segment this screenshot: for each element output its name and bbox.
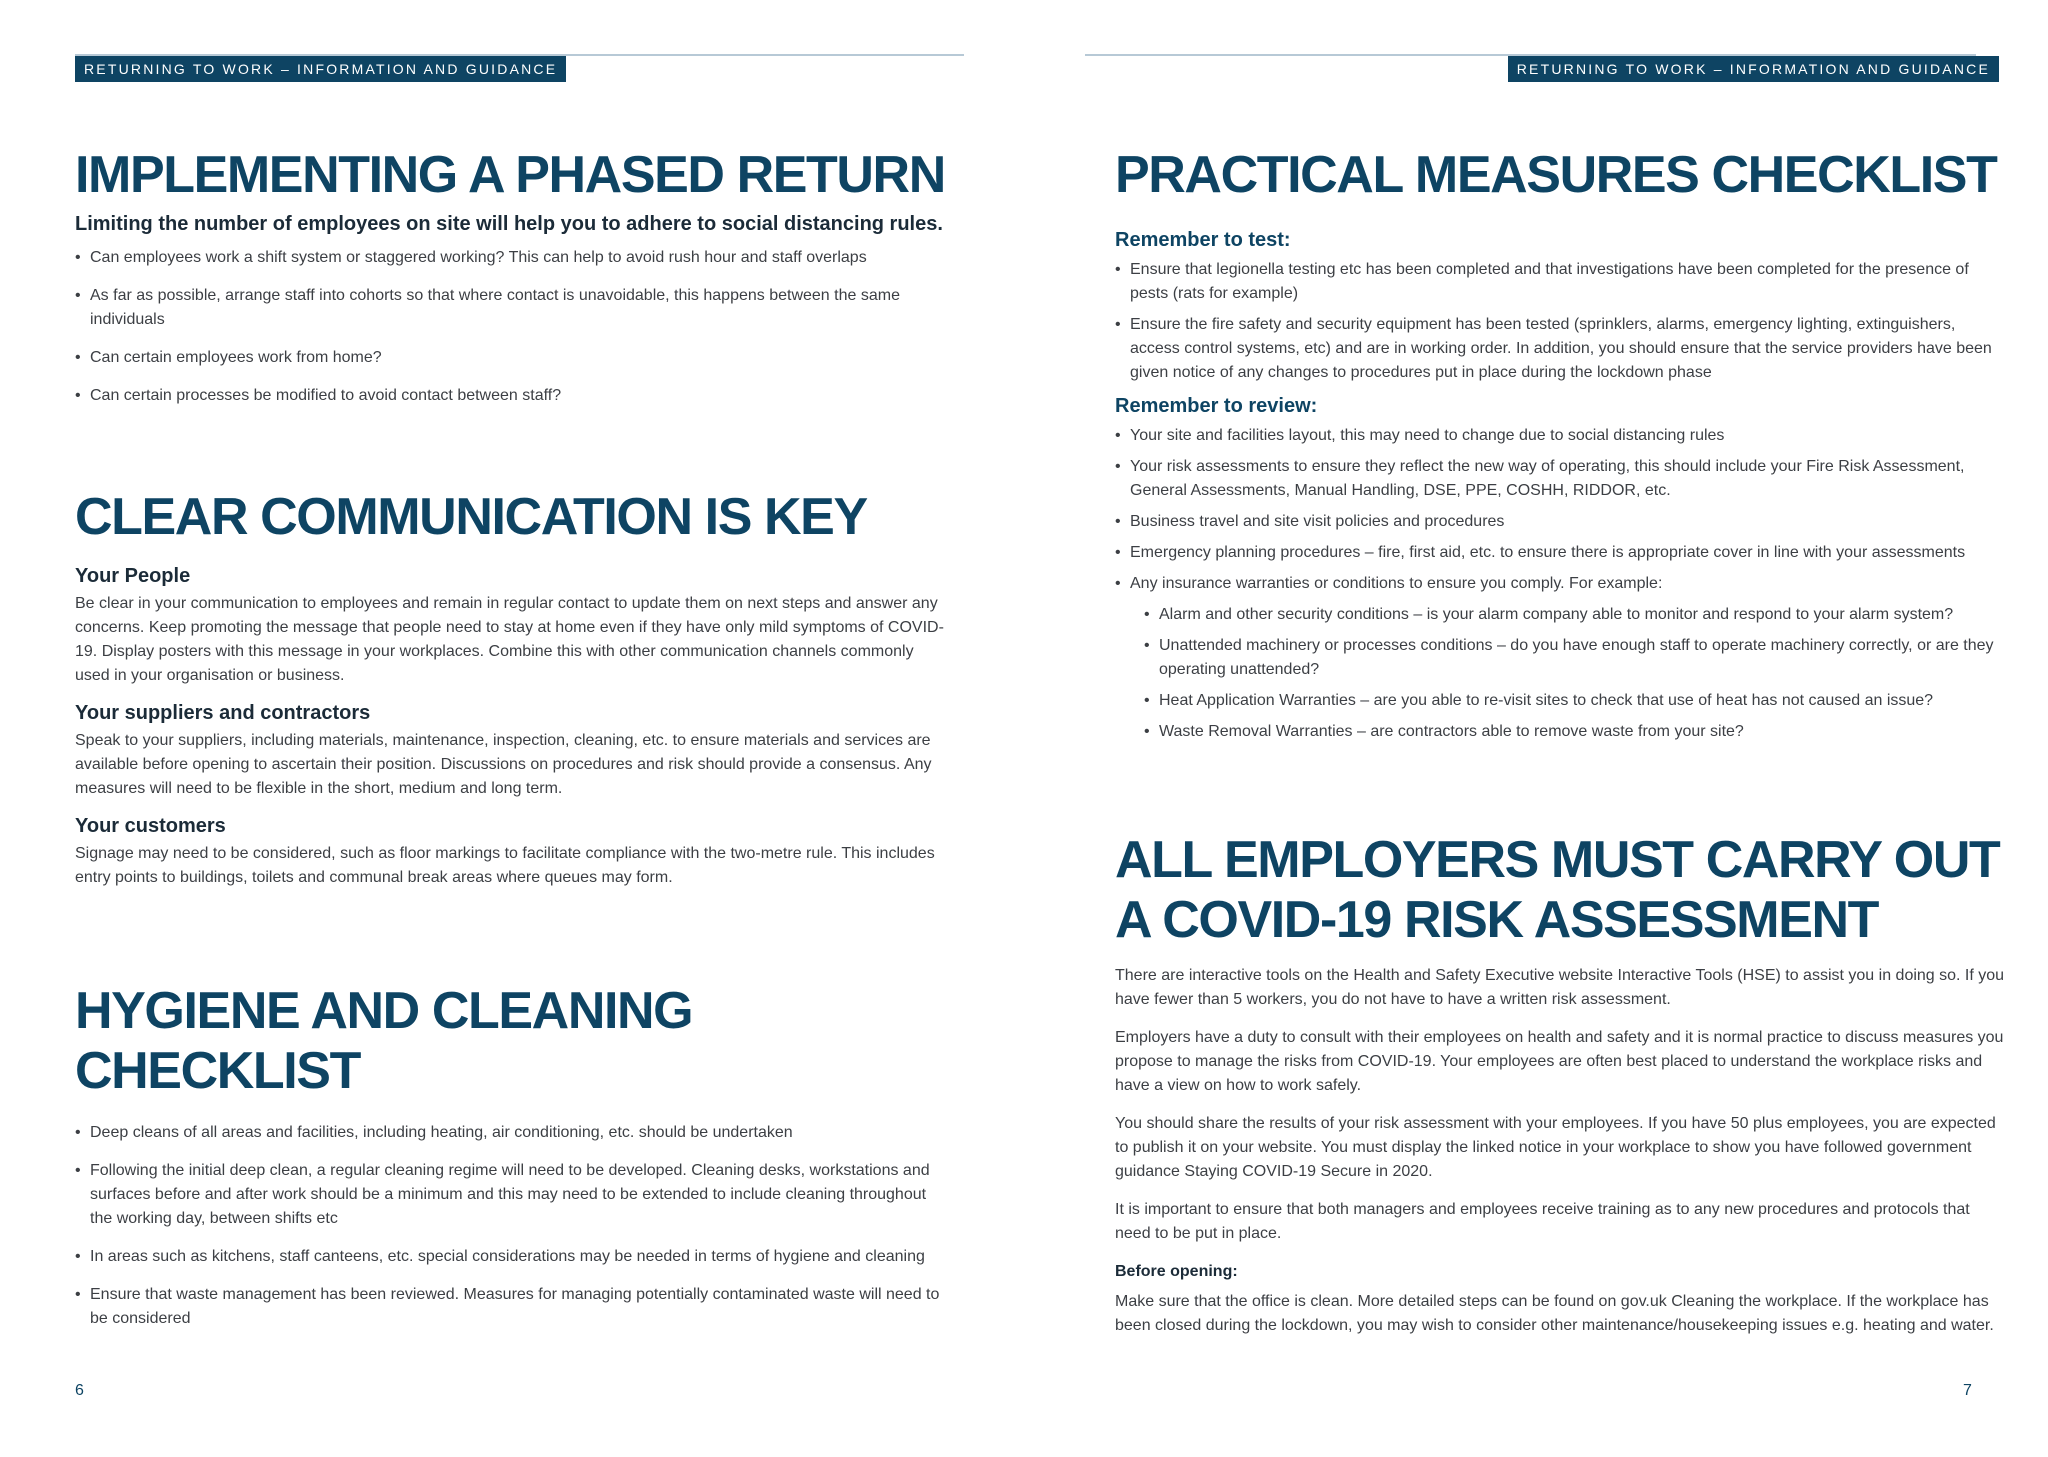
page-number: 7 — [1963, 1382, 1972, 1399]
sub-list-item: • Unattended machinery or processes conditions – do you have enough staff to operate machinery correctly, or are they operating unattended? — [1144, 634, 2008, 682]
list-item: • Business travel and site visit policies and procedures — [1115, 510, 2008, 534]
list-item: • As far as possible, arrange staff into cohorts so that where contact is unavoidable, this happens between the same individuals — [75, 284, 945, 332]
sub-bullet-list — [1130, 603, 2008, 744]
list-item: • Can certain employees work from home? — [75, 346, 945, 370]
list-item: • Can employees work a shift system or staggered working? This can help to avoid rush hour and staff overlaps — [75, 246, 945, 270]
list-item-text: Any insurance warranties or conditions to ensure you comply. For example: — [1130, 575, 1663, 592]
risk-assessment-section — [1115, 830, 2008, 1338]
paragraph: Speak to your suppliers, including materials, maintenance, inspection, cleaning, etc. to ensure materials and services are available before opening to ascertain their position. Discussions on procedures and risk should provide a consensus. Any measures will need to be flexible in the short, medium and long term. — [75, 732, 932, 797]
paragraph: It is important to ensure that both managers and employees receive training as to any new procedures and protocols that need to be put in place. — [1115, 1201, 1970, 1242]
section-lead: Limiting the number of employees on site will help you to adhere to social distancing rules. — [75, 213, 943, 235]
bullet-list — [75, 1121, 945, 1331]
bullet-list — [1115, 424, 2008, 744]
paragraph: Be clear in your communication to employees and remain in regular contact to update them on next steps and answer any concerns. Keep promoting the message that people need to stay at home even if they have only mild symptoms of COVID-19. Display posters with this message in your workplaces. Combine this with other communication channels commonly used in your organisation or business. — [75, 595, 944, 684]
communication-section — [75, 487, 945, 890]
practical-measures-section — [1115, 145, 2008, 751]
sub-list-item: • Waste Removal Warranties – are contractors able to remove waste from your site? — [1144, 720, 2008, 744]
section-title-line-1: ALL EMPLOYERS MUST CARRY OUT — [1115, 831, 2000, 889]
list-item: • Can certain processes be modified to avoid contact between staff? — [75, 384, 945, 408]
subheading: Remember to review: — [1115, 395, 1318, 417]
sub-list-item: • Alarm and other security conditions – is your alarm company able to monitor and respond to your alarm system? — [1144, 603, 2008, 627]
list-item — [1115, 572, 2008, 744]
section-title: PRACTICAL MEASURES CHECKLIST — [1115, 146, 1997, 204]
list-item: • Ensure that waste management has been reviewed. Measures for managing potentially contaminated waste will need to be considered — [75, 1283, 945, 1331]
section-title-line-2: A COVID-19 RISK ASSESSMENT — [1115, 891, 1878, 949]
right-page — [1024, 0, 2048, 1457]
header-tag: RETURNING TO WORK – INFORMATION AND GUIDANCE — [1508, 56, 1999, 82]
list-item: • Ensure that legionella testing etc has been completed and that investigations have been completed for the presence of pests (rats for example) — [1115, 258, 2008, 306]
bullet-list — [1115, 258, 2008, 385]
bullet-list — [75, 246, 945, 408]
paragraph: Signage may need to be considered, such as floor markings to facilitate compliance with the two-metre rule. This includes entry points to buildings, toilets and communal break areas where queues may form. — [75, 845, 935, 886]
list-item: • Ensure the fire safety and security equipment has been tested (sprinklers, alarms, emergency lighting, extinguishers, access control systems, etc) and are in working order. In addition, you should ensure that the service providers have been given notice of any changes to procedures put in place during the lockdown phase — [1115, 313, 2008, 385]
list-item: • Your site and facilities layout, this may need to change due to social distancing rules — [1115, 424, 2008, 448]
paragraph: Employers have a duty to consult with their employees on health and safety and it is normal practice to discuss measures you propose to manage the risks from COVID-19. Your employees are often best placed to understand the workplace risks and have a view on how to work safely. — [1115, 1029, 2004, 1094]
list-item: • Following the initial deep clean, a regular cleaning regime will need to be developed. Cleaning desks, workstations and surfaces before and after work should be a minimum and this may need to be extended to include cleaning throughout the working day, between shifts etc — [75, 1159, 945, 1231]
subheading: Your customers — [75, 815, 226, 837]
list-item: • Your risk assessments to ensure they reflect the new way of operating, this should include your Fire Risk Assessment, General Assessments, Manual Handling, DSE, PPE, COSHH, RIDDOR, etc. — [1115, 455, 2008, 503]
subheading: Before opening: — [1115, 1263, 1238, 1280]
list-item: • In areas such as kitchens, staff canteens, etc. special considerations may be needed in terms of hygiene and cleaning — [75, 1245, 945, 1269]
section-title: HYGIENE AND CLEANING CHECKLIST — [75, 982, 693, 1100]
section-title: CLEAR COMMUNICATION IS KEY — [75, 488, 867, 546]
sub-list-item: • Heat Application Warranties – are you able to re-visit sites to check that use of heat has not caused an issue? — [1144, 689, 2008, 713]
paragraph: There are interactive tools on the Health and Safety Executive website Interactive Tools (HSE) to assist you in doing so. If you have fewer than 5 workers, you do not have to have a written risk assessment. — [1115, 967, 2005, 1008]
subheading: Your suppliers and contractors — [75, 702, 371, 724]
page-number: 6 — [75, 1382, 84, 1399]
header-tag: RETURNING TO WORK – INFORMATION AND GUIDANCE — [75, 56, 566, 82]
subheading: Your People — [75, 565, 191, 587]
section-title: IMPLEMENTING A PHASED RETURN — [75, 146, 945, 204]
paragraph: You should share the results of your risk assessment with your employees. If you have 50 plus employees, you are expected to publish it on your website. You must display the linked notice in your workplace to show you have followed government guidance Staying COVID-19 Secure in 2020. — [1115, 1115, 1996, 1180]
paragraph: Make sure that the office is clean. More detailed steps can be found on gov.uk Cleaning the workplace. If the workplace has been closed during the lockdown, you may wish to consider other maintenance/housekeeping issues e.g. heating and water. — [1115, 1293, 1994, 1334]
subheading: Remember to test: — [1115, 229, 1291, 251]
list-item: • Deep cleans of all areas and facilities, including heating, air conditioning, etc. should be undertaken — [75, 1121, 945, 1145]
hygiene-section — [75, 981, 945, 1345]
phased-return-section — [75, 145, 945, 422]
list-item: • Emergency planning procedures – fire, first aid, etc. to ensure there is appropriate cover in line with your assessments — [1115, 541, 2008, 565]
